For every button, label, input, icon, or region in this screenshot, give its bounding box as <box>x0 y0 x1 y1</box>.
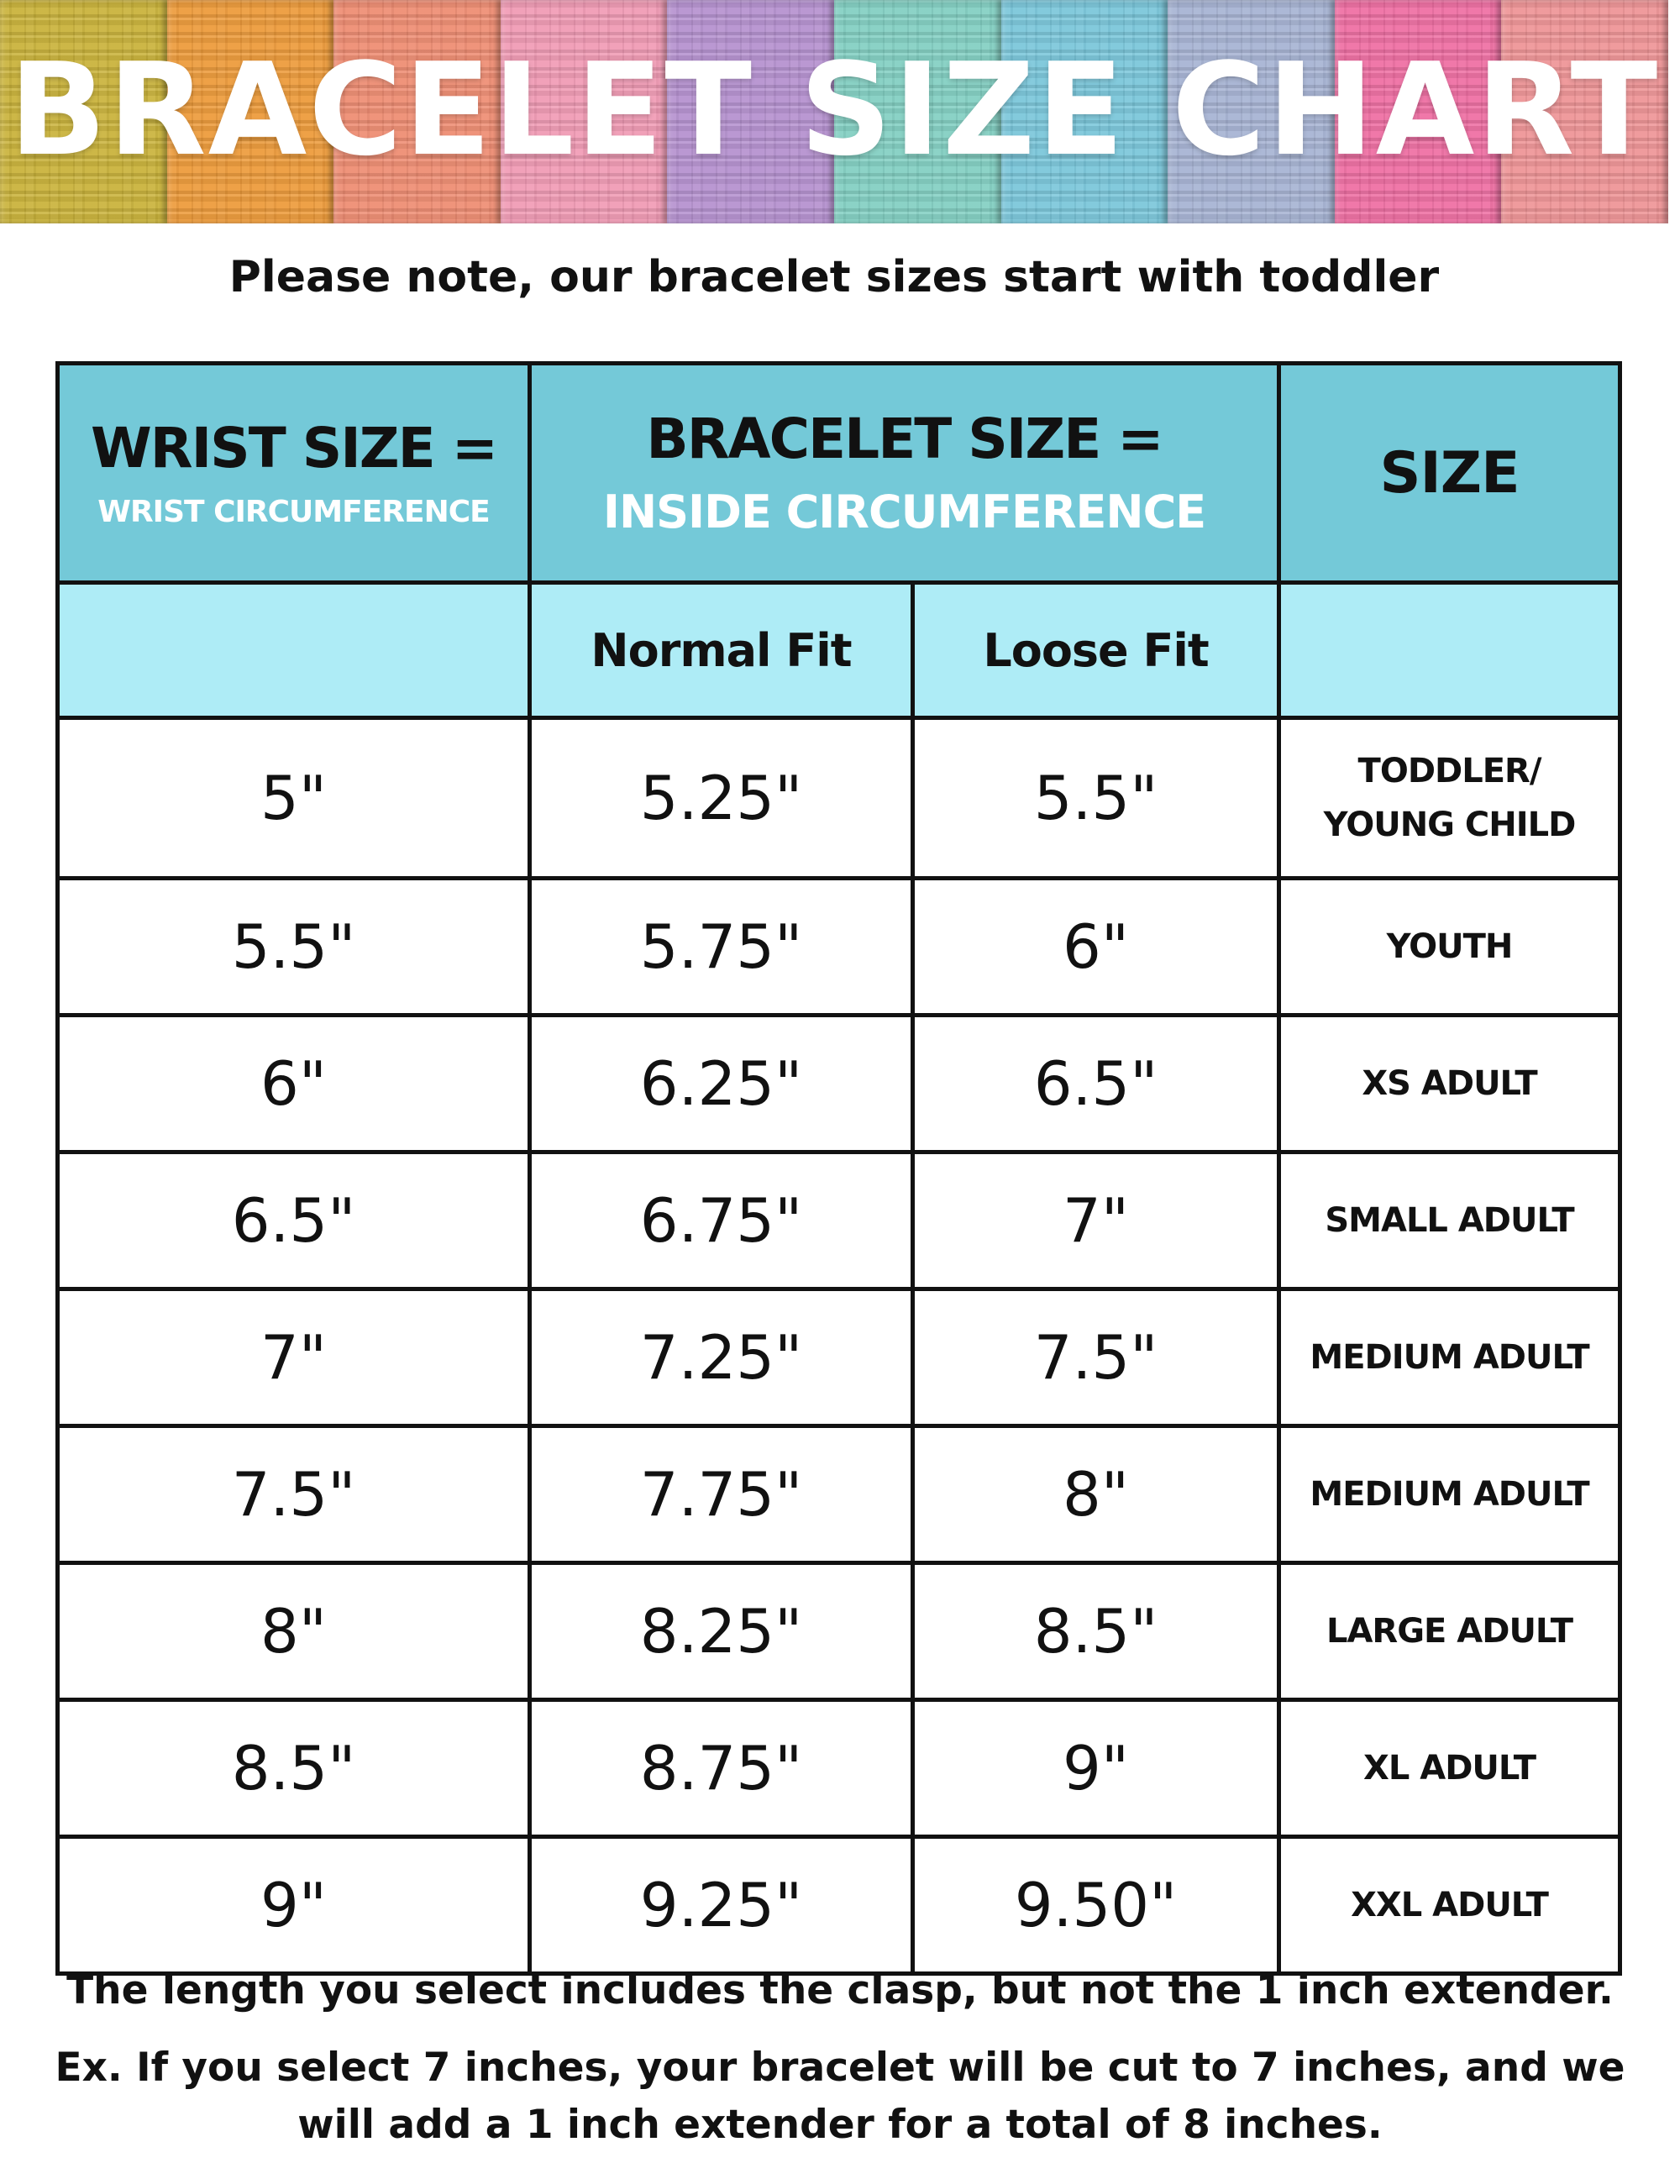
loose-fit-cell: 7.5" <box>913 1289 1279 1426</box>
size-cell: MEDIUM ADULT <box>1279 1289 1620 1426</box>
table-row <box>58 1016 1620 1152</box>
normal-fit-cell: 6.75" <box>530 1152 913 1289</box>
table-row <box>58 1426 1620 1563</box>
size-cell: XS ADULT <box>1279 1016 1620 1152</box>
table-row <box>58 1700 1620 1837</box>
normal-fit-cell: 8.75" <box>530 1700 913 1837</box>
size-cell: XXL ADULT <box>1279 1837 1620 1974</box>
loose-fit-cell: 9" <box>913 1700 1279 1837</box>
wrist-cell: 5" <box>58 718 530 879</box>
loose-fit-cell: 6" <box>913 879 1279 1016</box>
loose-fit-cell: 8" <box>913 1426 1279 1563</box>
normal-fit-cell: 7.75" <box>530 1426 913 1563</box>
table-row <box>58 1837 1620 1974</box>
clasp-note: The length you select includes the clasp, but not the 1 inch extender. <box>66 1967 1614 2013</box>
size-cell <box>1279 718 1620 879</box>
size-title: SIZE <box>1379 439 1520 507</box>
wrist-cell: 8" <box>58 1563 530 1700</box>
table-row <box>58 718 1620 879</box>
size-header <box>1279 364 1620 583</box>
size-cell: SMALL ADULT <box>1279 1152 1620 1289</box>
wrist-size-title: WRIST SIZE = <box>90 415 497 480</box>
table-row <box>58 1563 1620 1700</box>
normal-fit-cell: 9.25" <box>530 1837 913 1974</box>
wrist-cell: 6" <box>58 1016 530 1152</box>
extender-example: Ex. If you select 7 inches, your bracelet will be cut to 7 inches, and we will add a 1 inch extender for a total of 8 inches. <box>55 2045 1625 2148</box>
loose-fit-cell: 9.50" <box>913 1837 1279 1974</box>
size-label-line: TODDLER/ <box>1357 752 1541 790</box>
intro-note: Please note, our bracelet sizes start with toddler <box>228 252 1440 302</box>
empty-subheader-cell <box>58 583 530 718</box>
loose-fit-cell: 7" <box>913 1152 1279 1289</box>
normal-fit-header <box>530 583 913 718</box>
wrist-cell: 7.5" <box>58 1426 530 1563</box>
size-cell: LARGE ADULT <box>1279 1563 1620 1700</box>
loose-fit-cell: 8.5" <box>913 1563 1279 1700</box>
table-row <box>58 879 1620 1016</box>
normal-fit-cell: 8.25" <box>530 1563 913 1700</box>
loose-fit-header <box>913 583 1279 718</box>
size-cell: YOUTH <box>1279 879 1620 1016</box>
empty-subheader-cell <box>1279 583 1620 718</box>
wrist-size-subtitle: WRIST CIRCUMFERENCE <box>97 495 490 530</box>
size-label-line: YOUNG CHILD <box>1323 806 1576 844</box>
wrist-cell: 7" <box>58 1289 530 1426</box>
table-subheader-row <box>58 583 1620 718</box>
wrist-cell: 5.5" <box>58 879 530 1016</box>
size-cell: MEDIUM ADULT <box>1279 1426 1620 1563</box>
bracelet-size-header <box>530 364 1279 583</box>
table-header-row <box>58 364 1620 583</box>
size-cell: XL ADULT <box>1279 1700 1620 1837</box>
wrist-size-header <box>58 364 530 583</box>
normal-fit-cell: 6.25" <box>530 1016 913 1152</box>
page-title: BRACELET SIZE CHART <box>8 34 1660 184</box>
loose-fit-label: Loose Fit <box>983 623 1209 677</box>
loose-fit-cell: 6.5" <box>913 1016 1279 1152</box>
wrist-cell: 6.5" <box>58 1152 530 1289</box>
size-chart-table <box>55 361 1622 1976</box>
bracelet-size-title: BRACELET SIZE = <box>646 406 1163 471</box>
bracelet-size-subtitle: INSIDE CIRCUMFERENCE <box>602 486 1206 539</box>
normal-fit-cell: 5.25" <box>530 718 913 879</box>
table-row <box>58 1289 1620 1426</box>
normal-fit-cell: 5.75" <box>530 879 913 1016</box>
wrist-cell: 8.5" <box>58 1700 530 1837</box>
wrist-cell: 9" <box>58 1837 530 1974</box>
table-row <box>58 1152 1620 1289</box>
loose-fit-cell: 5.5" <box>913 718 1279 879</box>
normal-fit-cell: 7.25" <box>530 1289 913 1426</box>
normal-fit-label: Normal Fit <box>591 623 852 677</box>
